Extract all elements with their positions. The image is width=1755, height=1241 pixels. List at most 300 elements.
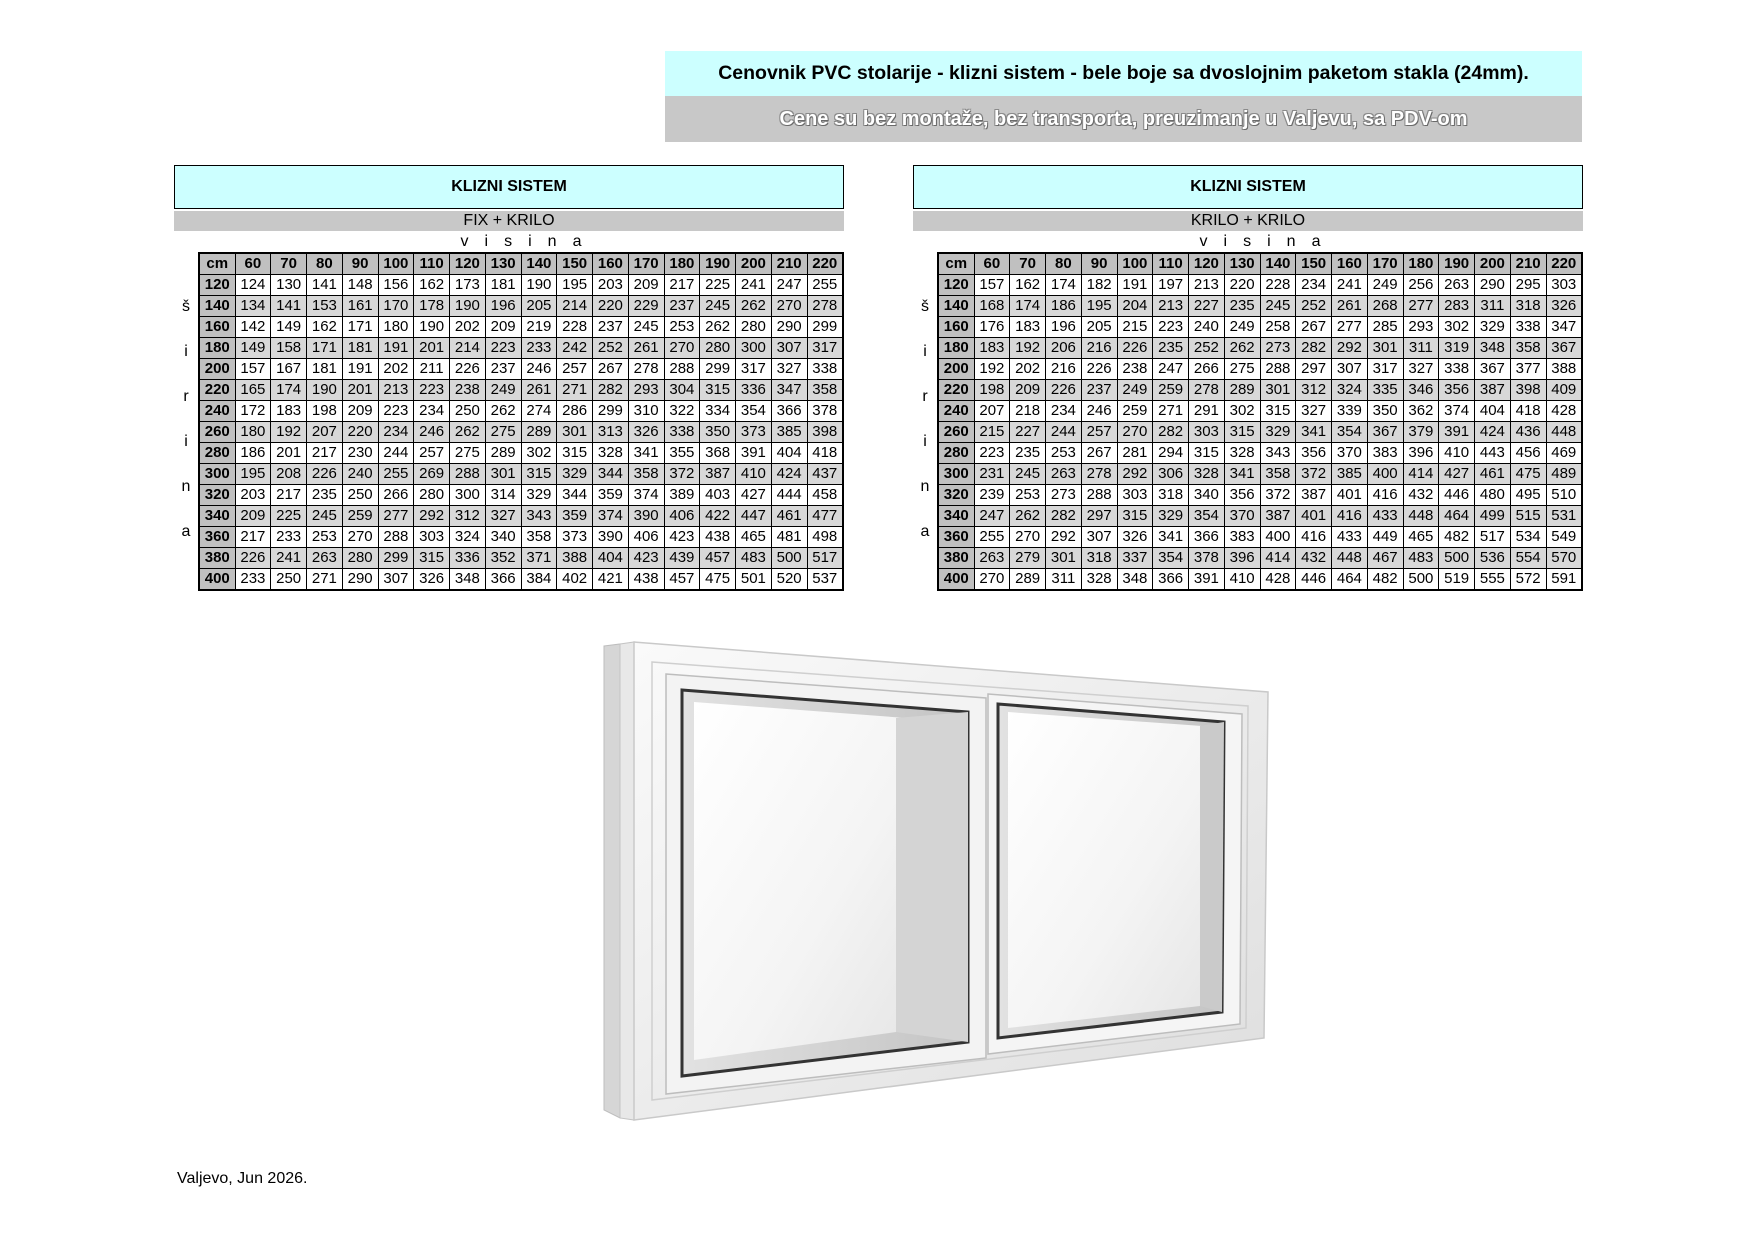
price-cell: 409: [1546, 380, 1582, 401]
price-cell: 262: [700, 317, 736, 338]
price-cell: 261: [628, 338, 664, 359]
price-cell: 410: [736, 464, 772, 485]
price-cell: 449: [1367, 527, 1403, 548]
price-cell: 263: [974, 548, 1010, 569]
price-cell: 195: [235, 464, 271, 485]
price-cell: 207: [974, 401, 1010, 422]
price-cell: 446: [1296, 569, 1332, 591]
price-cell: 227: [1189, 296, 1225, 317]
price-cell: 288: [1081, 485, 1117, 506]
price-cell: 327: [1403, 359, 1439, 380]
width-header-cell: 60: [235, 253, 271, 275]
price-cell: 273: [1046, 485, 1082, 506]
table-row: [199, 422, 843, 443]
price-cell: 289: [1010, 569, 1046, 591]
price-cell: 317: [1367, 359, 1403, 380]
price-cell: 250: [271, 569, 307, 591]
table-row: [199, 464, 843, 485]
price-cell: 302: [1224, 401, 1260, 422]
price-cell: 319: [1439, 338, 1475, 359]
price-cell: 259: [342, 506, 378, 527]
price-cell: 209: [485, 317, 521, 338]
price-cell: 267: [593, 359, 629, 380]
price-cell: 249: [1224, 317, 1260, 338]
price-cell: 438: [628, 569, 664, 591]
price-cell: 277: [1403, 296, 1439, 317]
width-header-cell: 130: [1224, 253, 1260, 275]
table-row: [938, 506, 1582, 527]
price-cell: 141: [307, 275, 343, 296]
price-cell: 338: [664, 422, 700, 443]
price-cell: 438: [700, 527, 736, 548]
price-cell: 195: [557, 275, 593, 296]
price-cell: 416: [1367, 485, 1403, 506]
price-cell: 377: [1510, 359, 1546, 380]
price-cell: 498: [807, 527, 843, 548]
price-cell: 202: [1010, 359, 1046, 380]
price-cell: 358: [1260, 464, 1296, 485]
price-cell: 261: [521, 380, 557, 401]
price-cell: 280: [342, 548, 378, 569]
price-cell: 301: [1046, 548, 1082, 569]
price-cell: 280: [414, 485, 450, 506]
sliding-window-image: [596, 640, 1276, 1130]
price-cell: 373: [557, 527, 593, 548]
height-axis-letter: i: [1223, 232, 1228, 250]
price-cell: 448: [1332, 548, 1368, 569]
price-cell: 444: [771, 485, 807, 506]
price-cell: 307: [1332, 359, 1368, 380]
price-cell: 318: [1153, 485, 1189, 506]
price-cell: 246: [521, 359, 557, 380]
price-cell: 274: [521, 401, 557, 422]
height-axis-letter: v: [460, 232, 469, 250]
width-header-cell: 150: [1296, 253, 1332, 275]
price-cell: 343: [1260, 443, 1296, 464]
row-header-cell: 140: [199, 296, 235, 317]
price-cell: 315: [414, 548, 450, 569]
price-cell: 162: [1010, 275, 1046, 296]
price-cell: 391: [736, 443, 772, 464]
price-cell: 439: [664, 548, 700, 569]
price-cell: 423: [664, 527, 700, 548]
width-axis-letter: i: [184, 433, 188, 450]
price-cell: 483: [1403, 548, 1439, 569]
price-cell: 183: [1010, 317, 1046, 338]
price-cell: 428: [1260, 569, 1296, 591]
price-cell: 428: [1546, 401, 1582, 422]
width-header-cell: 170: [628, 253, 664, 275]
price-cell: 257: [557, 359, 593, 380]
price-cell: 301: [485, 464, 521, 485]
price-cell: 324: [450, 527, 486, 548]
price-cell: 211: [414, 359, 450, 380]
width-axis-letter: š: [921, 298, 929, 315]
price-cell: 418: [1510, 401, 1546, 422]
price-cell: 213: [1189, 275, 1225, 296]
row-header-cell: 120: [938, 275, 974, 296]
price-cell: 191: [342, 359, 378, 380]
price-cell: 483: [736, 548, 772, 569]
price-cell: 262: [450, 422, 486, 443]
price-cell: 398: [807, 422, 843, 443]
width-header-cell: 210: [771, 253, 807, 275]
price-cell: 256: [1403, 275, 1439, 296]
table-row: [199, 317, 843, 338]
price-cell: 388: [1546, 359, 1582, 380]
price-cell: 327: [485, 506, 521, 527]
price-cell: 322: [664, 401, 700, 422]
price-cell: 270: [1010, 527, 1046, 548]
price-cell: 219: [521, 317, 557, 338]
price-cell: 366: [485, 569, 521, 591]
price-cell: 482: [1439, 527, 1475, 548]
price-cell: 270: [771, 296, 807, 317]
price-cell: 335: [1367, 380, 1403, 401]
price-cell: 288: [450, 464, 486, 485]
price-cell: 404: [771, 443, 807, 464]
price-cell: 171: [342, 317, 378, 338]
table-row: [938, 422, 1582, 443]
price-cell: 433: [1332, 527, 1368, 548]
price-cell: 370: [1224, 506, 1260, 527]
price-cell: 289: [1224, 380, 1260, 401]
price-cell: 240: [1189, 317, 1225, 338]
price-cell: 266: [378, 485, 414, 506]
price-cell: 378: [807, 401, 843, 422]
price-cell: 367: [1475, 359, 1511, 380]
price-cell: 318: [1081, 548, 1117, 569]
price-cell: 315: [1117, 506, 1153, 527]
price-cell: 234: [1296, 275, 1332, 296]
unit-header-cell: cm: [938, 253, 974, 275]
price-cell: 554: [1510, 548, 1546, 569]
height-axis-label: [913, 231, 1583, 252]
price-cell: 170: [378, 296, 414, 317]
width-axis-letter: i: [184, 343, 188, 360]
row-header-cell: 240: [199, 401, 235, 422]
row-header-cell: 200: [938, 359, 974, 380]
price-cell: 448: [1546, 422, 1582, 443]
price-cell: 282: [593, 380, 629, 401]
price-cell: 387: [1296, 485, 1332, 506]
price-cell: 329: [521, 485, 557, 506]
price-cell: 233: [235, 569, 271, 591]
price-cell: 457: [664, 569, 700, 591]
price-cell: 447: [736, 506, 772, 527]
price-cell: 255: [807, 275, 843, 296]
price-cell: 531: [1546, 506, 1582, 527]
row-header-cell: 340: [199, 506, 235, 527]
price-cell: 253: [1010, 485, 1046, 506]
price-cell: 173: [450, 275, 486, 296]
price-cell: 245: [628, 317, 664, 338]
price-cell: 228: [557, 317, 593, 338]
price-cell: 464: [1439, 506, 1475, 527]
price-cell: 458: [807, 485, 843, 506]
price-cell: 432: [1296, 548, 1332, 569]
price-cell: 259: [1117, 401, 1153, 422]
width-header-cell: 190: [1439, 253, 1475, 275]
price-cell: 226: [1081, 359, 1117, 380]
price-cell: 326: [1546, 296, 1582, 317]
price-cell: 402: [557, 569, 593, 591]
table-header-row: [938, 253, 1582, 275]
table-row: [938, 275, 1582, 296]
price-cell: 396: [1403, 443, 1439, 464]
price-cell: 385: [771, 422, 807, 443]
price-cell: 282: [1153, 422, 1189, 443]
system-heading: KLIZNI SISTEM: [174, 165, 844, 209]
price-cell: 510: [1546, 485, 1582, 506]
price-cell: 414: [1403, 464, 1439, 485]
price-cell: 262: [485, 401, 521, 422]
table-row: [199, 275, 843, 296]
price-cell: 235: [1010, 443, 1046, 464]
table-row: [199, 506, 843, 527]
price-cell: 285: [1367, 317, 1403, 338]
price-cell: 374: [593, 506, 629, 527]
price-cell: 174: [1046, 275, 1082, 296]
price-cell: 427: [736, 485, 772, 506]
price-cell: 312: [450, 506, 486, 527]
price-cell: 186: [235, 443, 271, 464]
price-cell: 259: [1153, 380, 1189, 401]
price-cell: 157: [235, 359, 271, 380]
price-cell: 489: [1546, 464, 1582, 485]
price-cell: 220: [342, 422, 378, 443]
price-cell: 436: [1510, 422, 1546, 443]
price-cell: 336: [450, 548, 486, 569]
price-cell: 297: [1081, 506, 1117, 527]
row-header-cell: 260: [199, 422, 235, 443]
price-cell: 238: [1117, 359, 1153, 380]
price-cell: 198: [974, 380, 1010, 401]
price-cell: 149: [271, 317, 307, 338]
price-cell: 174: [1010, 296, 1046, 317]
price-cell: 180: [378, 317, 414, 338]
price-cell: 156: [378, 275, 414, 296]
width-header-cell: 180: [1403, 253, 1439, 275]
price-cell: 358: [628, 464, 664, 485]
price-cell: 367: [1546, 338, 1582, 359]
price-cell: 233: [271, 527, 307, 548]
price-cell: 295: [1510, 275, 1546, 296]
price-cell: 340: [1189, 485, 1225, 506]
price-cell: 344: [593, 464, 629, 485]
width-axis-letter: a: [181, 523, 191, 540]
price-cell: 481: [771, 527, 807, 548]
price-table: [937, 252, 1583, 591]
price-table: [198, 252, 844, 591]
price-cell: 315: [1224, 422, 1260, 443]
price-cell: 247: [771, 275, 807, 296]
price-cell: 383: [1367, 443, 1403, 464]
price-cell: 422: [700, 506, 736, 527]
width-header-cell: 60: [974, 253, 1010, 275]
price-cell: 226: [1046, 380, 1082, 401]
price-cell: 244: [378, 443, 414, 464]
price-cell: 253: [1046, 443, 1082, 464]
row-header-cell: 380: [938, 548, 974, 569]
price-cell: 228: [1260, 275, 1296, 296]
price-cell: 257: [414, 443, 450, 464]
price-cell: 536: [1475, 548, 1511, 569]
price-cell: 258: [1260, 317, 1296, 338]
height-axis-letter: i: [528, 232, 532, 250]
price-cell: 223: [414, 380, 450, 401]
price-cell: 328: [1189, 464, 1225, 485]
price-cell: 124: [235, 275, 271, 296]
price-cell: 389: [664, 485, 700, 506]
price-cell: 280: [736, 317, 772, 338]
price-cell: 273: [1260, 338, 1296, 359]
price-cell: 190: [414, 317, 450, 338]
price-cell: 520: [771, 569, 807, 591]
price-cell: 192: [974, 359, 1010, 380]
price-cell: 501: [736, 569, 772, 591]
price-cell: 249: [1117, 380, 1153, 401]
price-cell: 252: [1189, 338, 1225, 359]
price-cell: 157: [974, 275, 1010, 296]
price-cell: 223: [378, 401, 414, 422]
price-cell: 475: [1510, 464, 1546, 485]
price-cell: 432: [1403, 485, 1439, 506]
price-cell: 286: [557, 401, 593, 422]
price-cell: 226: [1117, 338, 1153, 359]
price-cell: 421: [593, 569, 629, 591]
table-header-row: [199, 253, 843, 275]
price-cell: 263: [1046, 464, 1082, 485]
price-cell: 178: [414, 296, 450, 317]
price-cell: 302: [521, 443, 557, 464]
price-cell: 245: [700, 296, 736, 317]
variant-heading: FIX + KRILO: [174, 211, 844, 231]
price-cell: 216: [1081, 338, 1117, 359]
price-cell: 464: [1332, 569, 1368, 591]
price-cell: 261: [1332, 296, 1368, 317]
price-cell: 482: [1367, 569, 1403, 591]
price-cell: 302: [1439, 317, 1475, 338]
price-cell: 327: [1296, 401, 1332, 422]
price-cell: 416: [1296, 527, 1332, 548]
price-cell: 181: [485, 275, 521, 296]
price-cell: 270: [1117, 422, 1153, 443]
price-cell: 366: [1189, 527, 1225, 548]
price-cell: 398: [1510, 380, 1546, 401]
price-cell: 317: [807, 338, 843, 359]
price-cell: 181: [342, 338, 378, 359]
price-cell: 213: [1153, 296, 1189, 317]
width-axis-letter: n: [920, 478, 930, 495]
height-axis-letter: a: [1311, 232, 1321, 250]
price-cell: 384: [521, 569, 557, 591]
width-axis-letter: n: [181, 478, 191, 495]
price-cell: 214: [450, 338, 486, 359]
price-cell: 235: [307, 485, 343, 506]
price-cell: 238: [450, 380, 486, 401]
price-cell: 310: [628, 401, 664, 422]
price-cell: 291: [1189, 401, 1225, 422]
height-axis-letter: s: [1243, 232, 1252, 250]
price-cell: 416: [1332, 506, 1368, 527]
width-header-cell: 110: [414, 253, 450, 275]
width-header-cell: 150: [557, 253, 593, 275]
price-cell: 180: [235, 422, 271, 443]
price-cell: 339: [1332, 401, 1368, 422]
height-axis-letter: n: [547, 232, 557, 250]
price-cell: 209: [628, 275, 664, 296]
price-cell: 387: [700, 464, 736, 485]
price-cell: 253: [307, 527, 343, 548]
price-cell: 225: [271, 506, 307, 527]
price-cell: 312: [1296, 380, 1332, 401]
price-cell: 174: [271, 380, 307, 401]
price-cell: 359: [557, 506, 593, 527]
price-cell: 328: [593, 443, 629, 464]
price-cell: 241: [271, 548, 307, 569]
price-cell: 294: [1153, 443, 1189, 464]
price-cell: 326: [1117, 527, 1153, 548]
price-cell: 591: [1546, 569, 1582, 591]
price-cell: 317: [736, 359, 772, 380]
price-cell: 142: [235, 317, 271, 338]
price-cell: 278: [807, 296, 843, 317]
price-cell: 465: [736, 527, 772, 548]
price-cell: 318: [1510, 296, 1546, 317]
price-cell: 250: [342, 485, 378, 506]
price-cell: 347: [771, 380, 807, 401]
row-header-cell: 280: [199, 443, 235, 464]
price-cell: 165: [235, 380, 271, 401]
price-cell: 277: [378, 506, 414, 527]
price-cell: 226: [307, 464, 343, 485]
width-header-cell: 160: [1332, 253, 1368, 275]
price-cell: 262: [1010, 506, 1046, 527]
price-cell: 350: [700, 422, 736, 443]
price-cell: 249: [1367, 275, 1403, 296]
price-cell: 379: [1403, 422, 1439, 443]
price-cell: 223: [974, 443, 1010, 464]
price-cell: 214: [557, 296, 593, 317]
price-cell: 359: [593, 485, 629, 506]
price-cell: 230: [342, 443, 378, 464]
row-header-cell: 160: [199, 317, 235, 338]
price-cell: 190: [521, 275, 557, 296]
price-cell: 358: [807, 380, 843, 401]
footer-place-date: Valjevo, Jun 2026.: [177, 1170, 308, 1187]
price-cell: 341: [1296, 422, 1332, 443]
price-cell: 297: [1296, 359, 1332, 380]
price-cell: 288: [664, 359, 700, 380]
price-cell: 223: [485, 338, 521, 359]
price-cell: 171: [307, 338, 343, 359]
price-cell: 370: [1332, 443, 1368, 464]
price-cell: 311: [1046, 569, 1082, 591]
price-cell: 338: [1510, 317, 1546, 338]
price-cell: 246: [1081, 401, 1117, 422]
width-header-cell: 70: [1010, 253, 1046, 275]
price-cell: 270: [664, 338, 700, 359]
price-cell: 457: [700, 548, 736, 569]
price-cell: 192: [271, 422, 307, 443]
price-cell: 311: [1475, 296, 1511, 317]
width-header-cell: 70: [271, 253, 307, 275]
width-header-cell: 160: [593, 253, 629, 275]
row-header-cell: 220: [199, 380, 235, 401]
price-cell: 277: [1332, 317, 1368, 338]
price-cell: 205: [521, 296, 557, 317]
